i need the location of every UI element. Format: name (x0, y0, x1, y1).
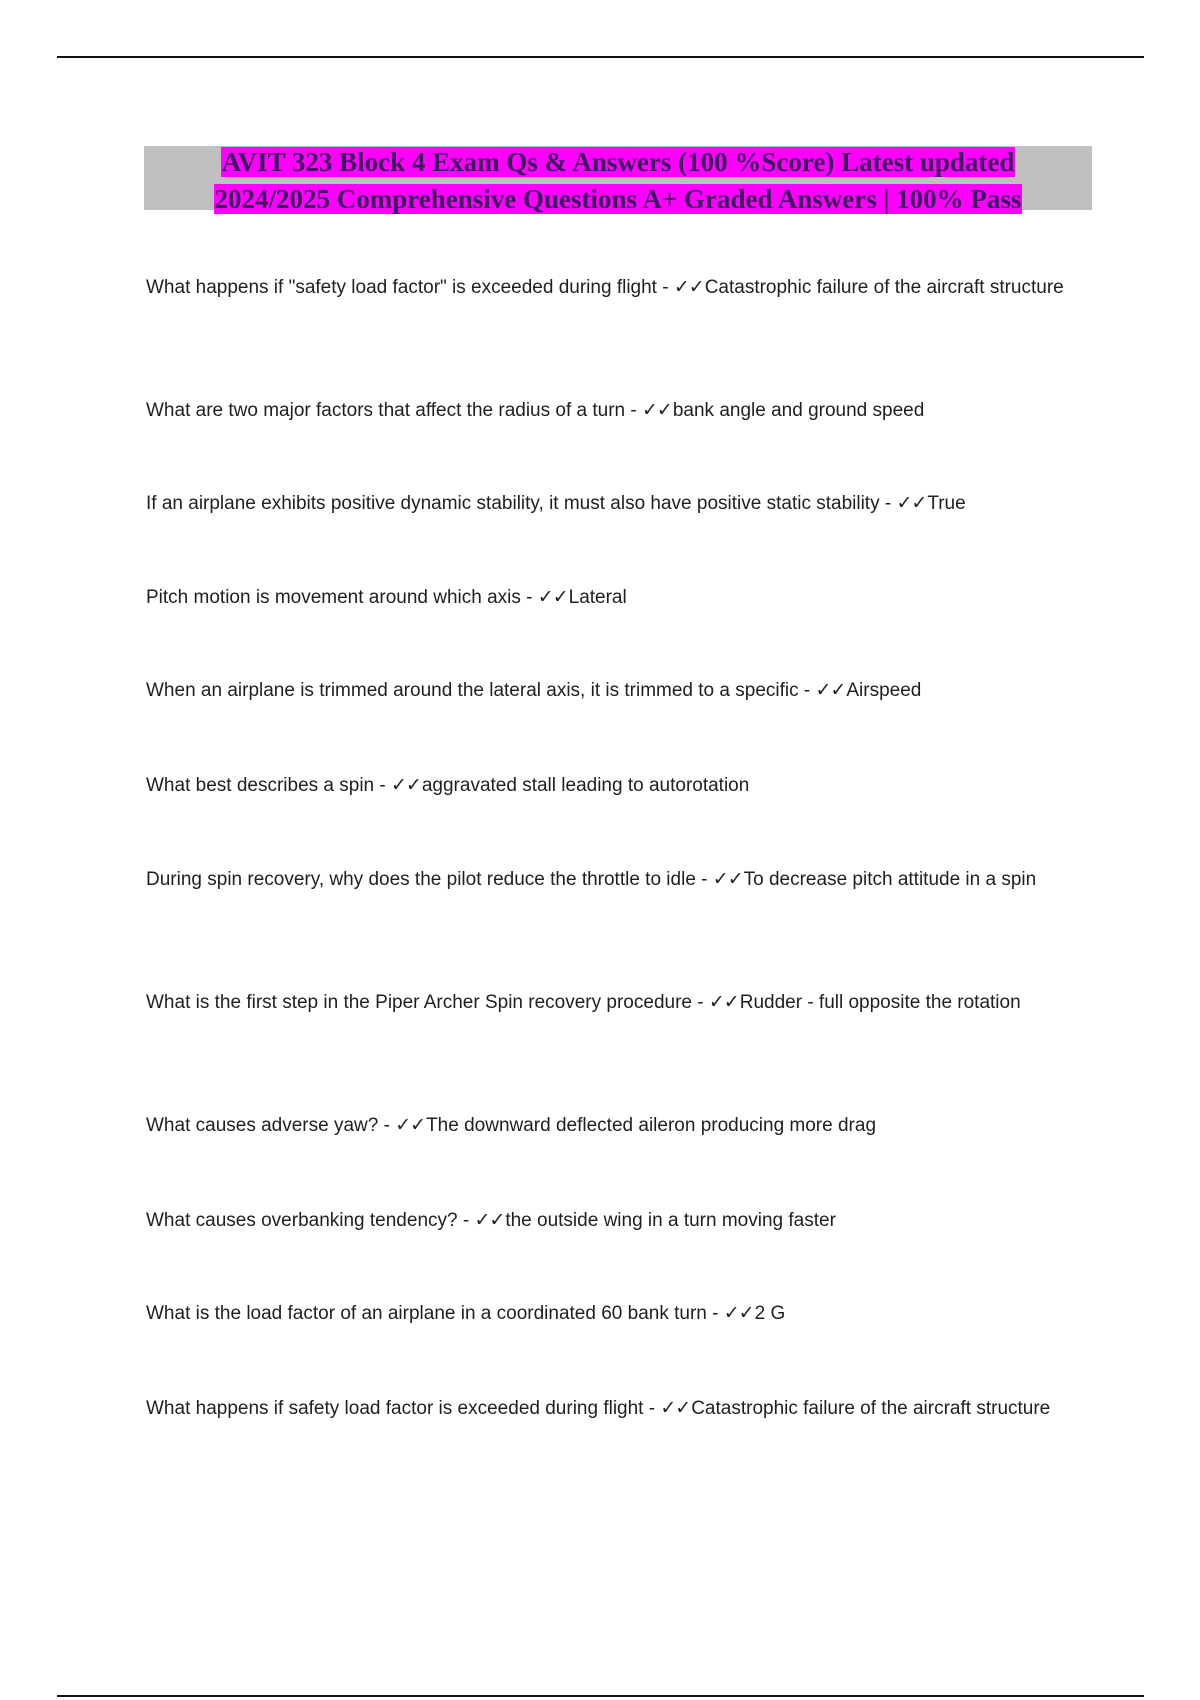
separator: - (625, 400, 642, 421)
answer-text: To decrease pitch attitude in a spin (743, 869, 1037, 890)
header-rule (57, 56, 1144, 58)
separator: - (520, 587, 538, 608)
answer-text: bank angle and ground speed (672, 400, 925, 421)
footer-rule (57, 1695, 1144, 1697)
answer-text: Rudder - full opposite the rotation (739, 992, 1021, 1013)
answer-text: Lateral (568, 587, 627, 608)
question-text: What causes adverse yaw? (146, 1115, 379, 1136)
separator: - (691, 992, 709, 1013)
qa-item (146, 987, 1086, 1018)
question-text: If an airplane exhibits positive dynamic stability, it must also have positive static stability (146, 493, 880, 514)
qa-item (146, 1393, 1086, 1424)
check-mark-icon: ✓✓ (391, 774, 421, 796)
question-text: What is the first step in the Piper Archer Spin recovery procedure (146, 992, 692, 1013)
separator: - (879, 493, 897, 514)
answer-text: Catastrophic failure of the aircraft structure (691, 1398, 1051, 1419)
check-mark-icon: ✓✓ (537, 586, 568, 608)
check-mark-icon: ✓✓ (815, 679, 846, 701)
qa-item (146, 488, 1086, 519)
separator: - (798, 680, 816, 701)
qa-item (146, 582, 1086, 613)
separator: - (457, 1210, 475, 1231)
answer-text: 2 G (754, 1303, 786, 1324)
check-mark-icon: ✓✓ (660, 1397, 691, 1419)
question-text: When an airplane is trimmed around the lateral axis, it is trimmed to a specific (146, 680, 799, 701)
title-line-1: AVIT 323 Block 4 Exam Qs & Answers (100 %Score) Latest updated (221, 147, 1015, 177)
qa-item (146, 864, 1086, 895)
answer-text: Catastrophic failure of the aircraft structure (704, 277, 1064, 298)
answer-text: The downward deflected aileron producing more drag (426, 1115, 877, 1136)
check-mark-icon: ✓✓ (673, 276, 704, 298)
question-text: What happens if safety load factor is exceeded during flight (146, 1398, 644, 1419)
check-mark-icon: ✓✓ (395, 1114, 426, 1136)
check-mark-icon: ✓✓ (896, 492, 927, 514)
separator: - (643, 1398, 661, 1419)
answer-text: True (927, 493, 966, 514)
question-text: What happens if "safety load factor" is exceeded during flight (146, 277, 657, 298)
separator: - (695, 869, 713, 890)
document-title (188, 146, 1048, 220)
separator: - (706, 1303, 724, 1324)
question-text: What is the load factor of an airplane in a coordinated 60 bank turn (146, 1303, 707, 1324)
separator: - (656, 277, 674, 298)
separator: - (378, 1115, 396, 1136)
qa-item (146, 770, 1086, 801)
check-mark-icon: ✓✓ (708, 991, 739, 1013)
question-text: Pitch motion is movement around which axis (146, 587, 521, 608)
question-text: What causes overbanking tendency? (146, 1210, 458, 1231)
qa-item (146, 272, 1086, 303)
check-mark-icon: ✓✓ (474, 1209, 505, 1231)
check-mark-icon: ✓✓ (642, 399, 672, 421)
answer-text: Airspeed (846, 680, 922, 701)
qa-item (146, 1298, 1086, 1329)
question-text: During spin recovery, why does the pilot reduce the throttle to idle (146, 869, 696, 890)
title-line-2: 2024/2025 Comprehensive Questions A+ Graded Answers | 100% Pass (214, 184, 1022, 214)
answer-text: the outside wing in a turn moving faster (505, 1210, 836, 1231)
qa-item (146, 1110, 1086, 1141)
qa-item (146, 395, 1086, 426)
qa-item (146, 675, 1086, 706)
document-title-band (144, 146, 1092, 214)
qa-item (146, 1205, 1086, 1236)
check-mark-icon: ✓✓ (723, 1302, 754, 1324)
separator: - (374, 775, 392, 796)
question-text: What best describes a spin (146, 775, 375, 796)
check-mark-icon: ✓✓ (712, 868, 743, 890)
question-text: What are two major factors that affect the radius of a turn (146, 400, 626, 421)
answer-text: aggravated stall leading to autorotation (421, 775, 750, 796)
